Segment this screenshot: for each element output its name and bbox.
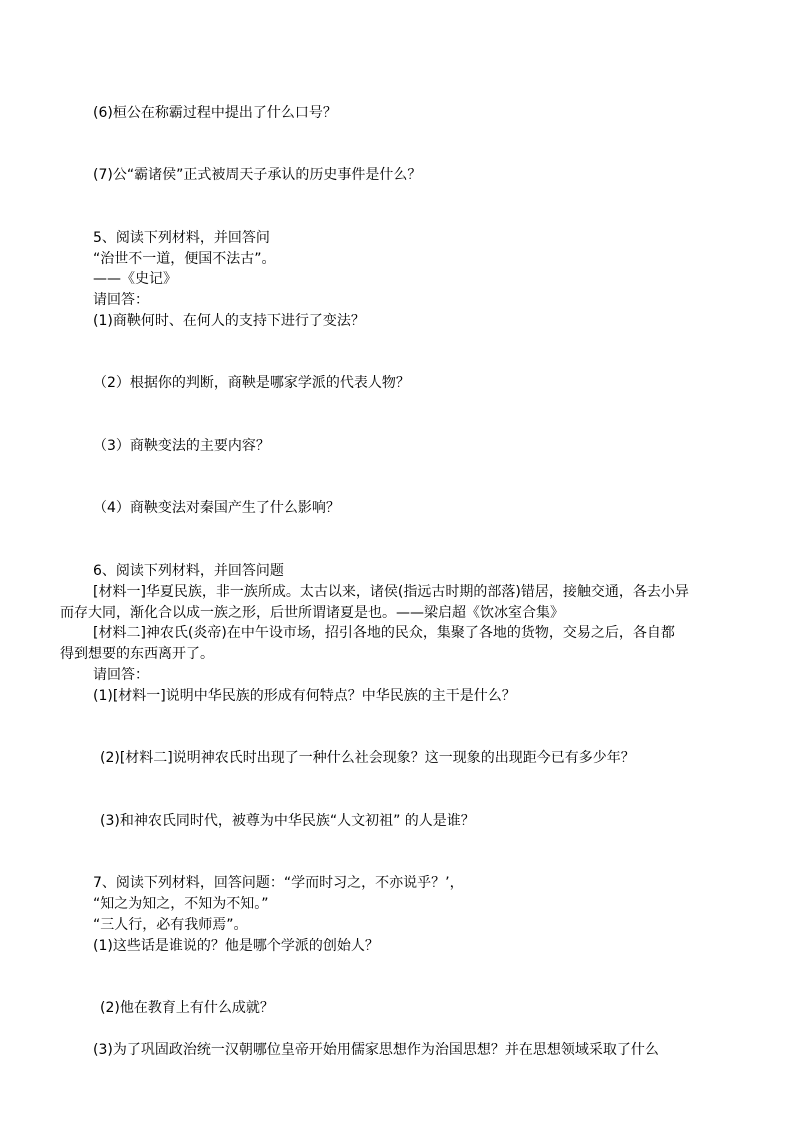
q7-sub2: (2)他在教育上有什么成就？ bbox=[100, 1000, 274, 1016]
q5-heading: 5、阅读下列材料，并回答问 bbox=[93, 230, 270, 246]
q5-source: ——《史记》 bbox=[93, 271, 177, 287]
q5-quote: “治世不一道，便国不法古”。 bbox=[93, 251, 276, 267]
q5-sub4: （4）商鞅变法对秦国产生了什么影响？ bbox=[93, 500, 340, 516]
q7-heading: 7、阅读下列材料，回答问题：“学而时习之，不亦说乎？’， bbox=[93, 875, 464, 891]
q6-material2-line1: [材料二]神农氏(炎帝)在中午设市场，招引各地的民众，集聚了各地的货物，交易之后，各自都 bbox=[93, 625, 675, 641]
q6-sub3: (3)和神农氏同时代，被尊为中华民族“人文初祖” 的人是谁？ bbox=[100, 813, 475, 829]
q6-heading: 6、阅读下列材料，并回答问题 bbox=[93, 563, 284, 579]
q5-sub1: (1)商鞅何时、在何人的支持下进行了变法？ bbox=[93, 313, 365, 329]
q7-sub3: (3)为了巩固政治统一汉朝哪位皇帝开始用儒家思想作为治国思想？并在思想领域采取了什么 bbox=[93, 1042, 659, 1058]
q5-ask: 请回答： bbox=[93, 292, 149, 308]
q5-sub3: （3）商鞅变法的主要内容？ bbox=[93, 438, 270, 454]
q4-sub6: (6)桓公在称霸过程中提出了什么口号？ bbox=[93, 105, 337, 121]
q6-sub1: (1)[材料一]说明中华民族的形成有何特点？中华民族的主干是什么？ bbox=[93, 688, 516, 704]
q6-material2-line2: 得到想要的东西离开了。 bbox=[60, 646, 214, 662]
q7-quote2: “知之为知之，不知为不知。” bbox=[93, 896, 269, 912]
q7-sub1: (1)这些话是谁说的？他是哪个学派的创始人？ bbox=[93, 938, 379, 954]
q6-material1-line2: 而存大同，渐化合以成一族之形，后世所谓诸夏是也。——梁启超《饮冰室合集》 bbox=[60, 605, 564, 621]
q7-quote3: “三人行，必有我师焉”。 bbox=[93, 917, 248, 933]
q4-sub7: (7)公“霸诸侯”正式被周天子承认的历史事件是什么？ bbox=[93, 167, 422, 183]
q5-sub2: （2）根据你的判断，商鞅是哪家学派的代表人物？ bbox=[93, 375, 410, 391]
q6-material1-line1: [材料一]华夏民族，非一族所成。太古以来，诸侯(指远古时期的部落)错居，接触交通，各去小异 bbox=[93, 584, 689, 600]
q6-ask: 请回答： bbox=[93, 667, 149, 683]
q6-sub2: (2)[材料二]说明神农氏时出现了一种什么社会现象？这一现象的出现距今已有多少年？ bbox=[100, 750, 635, 766]
